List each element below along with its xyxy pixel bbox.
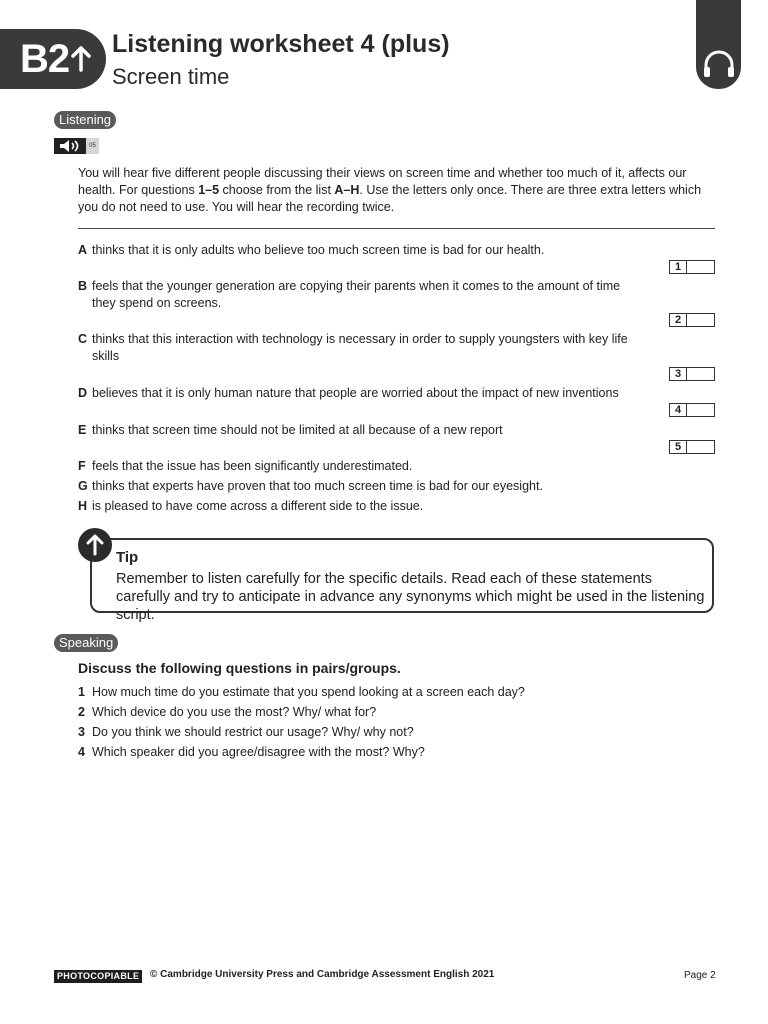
page-number: Page 2: [684, 970, 716, 981]
option-e: E thinks that screen time should not be limited at all because of a new report: [78, 423, 503, 437]
tip-heading: Tip: [116, 549, 139, 566]
copyright: © Cambridge University Press and Cambridge Assessment English 2021: [150, 969, 495, 980]
page-subtitle: Screen time: [112, 64, 230, 89]
speaking-section-label: Speaking: [54, 634, 118, 652]
option-h: H is pleased to have come across a different side to the issue.: [78, 499, 424, 513]
option-a: A thinks that it is only adults who believe too much screen time is bad for our health.: [78, 243, 545, 257]
page-title: Listening worksheet 4 (plus): [112, 30, 450, 58]
speaking-question: 2 Which device do you use the most? Why/ what for?: [78, 705, 377, 719]
option-f: F feels that the issue has been significantly underestimated.: [78, 459, 413, 473]
listening-tab: [696, 0, 741, 89]
speaking-intro: Discuss the following questions in pairs/groups.: [78, 660, 401, 676]
audio-track[interactable]: [54, 138, 99, 154]
option-b: B feels that the younger generation are copying their parents when it comes to the amount of time they spend on screens.: [78, 279, 621, 310]
tip-text: Remember to listen carefully for the specific details. Read each of these statements carefully and try to anticipate in advance any synonyms which might be used in the listening script.: [116, 571, 705, 623]
option-d: D believes that it is only human nature that people are worried about the impact of new inventions: [78, 386, 619, 400]
answer-box-2[interactable]: 2: [669, 313, 715, 327]
level-badge: [0, 29, 106, 89]
instructions: You will hear five different people discussing their views on screen time and whether too much of it, affects our health. For questions 1–5 choose from the list A–H. Use the letters only once. There are three extra letters which you do not need to use. You will hear the recording twice.: [78, 166, 702, 214]
answer-box-4[interactable]: 4: [669, 403, 715, 417]
answer-box-3[interactable]: 3: [669, 367, 715, 381]
speaking-question: 3 Do you think we should restrict our usage? Why/ why not?: [78, 725, 414, 739]
tip-arrow-icon: [78, 528, 112, 562]
option-c: C thinks that this interaction with technology is necessary in order to supply youngsters with key life skills: [78, 332, 628, 363]
speaking-question: 1 How much time do you estimate that you spend looking at a screen each day?: [78, 685, 525, 699]
photocopiable-badge: PHOTOCOPIABLE: [54, 970, 142, 983]
speaking-question: 4 Which speaker did you agree/disagree with the most? Why?: [78, 745, 425, 759]
level-label: B2: [20, 36, 70, 81]
speaker-icon: [54, 138, 86, 154]
track-number: 05: [86, 138, 99, 154]
listening-section-label: Listening: [54, 111, 116, 129]
answer-box-5[interactable]: 5: [669, 440, 715, 454]
answer-box-1[interactable]: 1: [669, 260, 715, 274]
divider: [78, 228, 715, 229]
headphones-icon: [702, 49, 736, 79]
option-g: G thinks that experts have proven that too much screen time is bad for our eyesight.: [78, 479, 543, 493]
up-arrow-icon: [71, 46, 91, 72]
